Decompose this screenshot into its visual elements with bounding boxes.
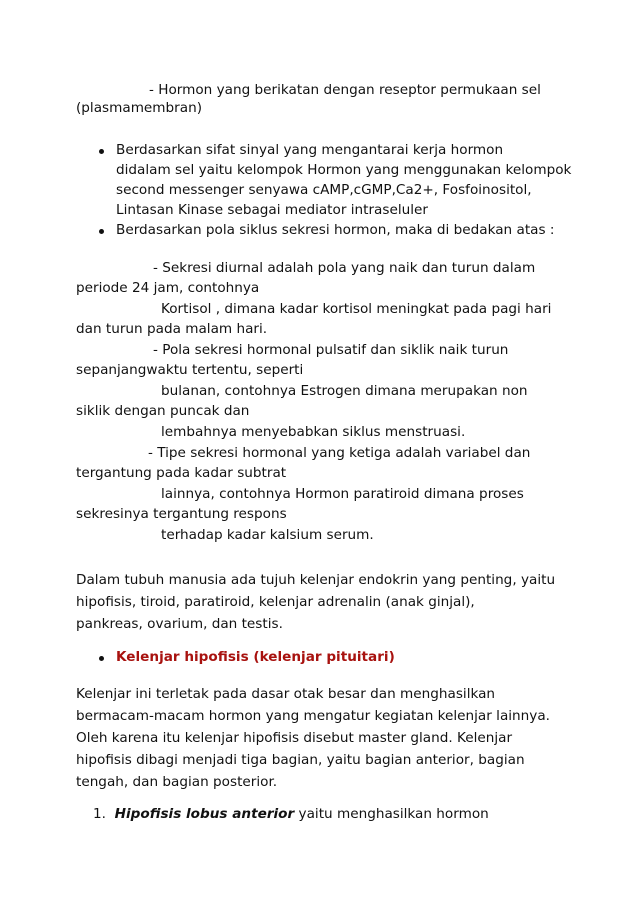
paragraph-line: Kelenjar ini terletak pada dasar otak besar dan menghasilkan <box>76 686 496 702</box>
bullet-line: didalam sel yaitu kelompok Hormon yang menggunakan kelompok <box>116 162 572 178</box>
siklus-line: tergantung pada kadar subtrat <box>76 465 287 481</box>
paragraph-line: bermacam-macam hormon yang mengatur kegiatan kelenjar lainnya. <box>76 708 550 724</box>
bullet-icon <box>99 149 104 154</box>
bullet-icon <box>99 229 104 234</box>
bullet-line: second messenger senyawa cAMP,cGMP,Ca2+, Fosfoinositol, <box>116 182 532 198</box>
siklus-line: bulanan, contohnya Estrogen dimana merupakan non <box>161 383 528 399</box>
siklus-line: lembahnya menyebabkan siklus menstruasi. <box>161 424 466 440</box>
siklus-line: lainnya, contohnya Hormon paratiroid dimana proses <box>161 486 524 502</box>
numbered-item <box>93 804 489 824</box>
siklus-line: - Pola sekresi hormonal pulsatif dan siklik naik turun <box>153 342 509 358</box>
siklus-line: Kortisol , dimana kadar kortisol meningkat pada pagi hari <box>161 301 552 317</box>
siklus-line: - Sekresi diurnal adalah pola yang naik dan turun dalam <box>153 260 536 276</box>
bullet-line: Lintasan Kinase sebagai mediator intraseluler <box>116 202 428 218</box>
siklus-line: dan turun pada malam hari. <box>76 321 268 337</box>
item-number: 1. <box>93 806 106 822</box>
intro-line: - Hormon yang berikatan dengan reseptor permukaan sel <box>149 82 541 98</box>
item-term: Hipofisis lobus anterior <box>114 806 295 822</box>
siklus-line: sekresinya tergantung respons <box>76 506 287 522</box>
siklus-line: sepanjangwaktu tertentu, seperti <box>76 362 304 378</box>
siklus-line: terhadap kadar kalsium serum. <box>161 527 374 543</box>
paragraph-line: tengah, dan bagian posterior. <box>76 774 278 790</box>
paragraph-line: Oleh karena itu kelenjar hipofisis disebut master gland. Kelenjar <box>76 730 513 746</box>
siklus-line: periode 24 jam, contohnya <box>76 280 260 296</box>
paragraph-line: Dalam tubuh manusia ada tujuh kelenjar endokrin yang penting, yaitu <box>76 572 556 588</box>
section-heading: Kelenjar hipofisis (kelenjar pituitari) <box>116 649 395 665</box>
siklus-line: siklik dengan puncak dan <box>76 403 250 419</box>
intro-line: (plasmamembran) <box>76 100 203 116</box>
paragraph-line: pankreas, ovarium, dan testis. <box>76 616 283 632</box>
item-text: yaitu menghasilkan hormon <box>294 806 489 822</box>
bullet-line: Berdasarkan pola siklus sekresi hormon, maka di bedakan atas : <box>116 222 555 238</box>
bullet-icon <box>99 656 104 661</box>
paragraph-line: hipofisis dibagi menjadi tiga bagian, yaitu bagian anterior, bagian <box>76 752 525 768</box>
paragraph-line: hipofisis, tiroid, paratiroid, kelenjar adrenalin (anak ginjal), <box>76 594 475 610</box>
bullet-line: Berdasarkan sifat sinyal yang mengantarai kerja hormon <box>116 142 504 158</box>
siklus-line: - Tipe sekresi hormonal yang ketiga adalah variabel dan <box>148 445 531 461</box>
